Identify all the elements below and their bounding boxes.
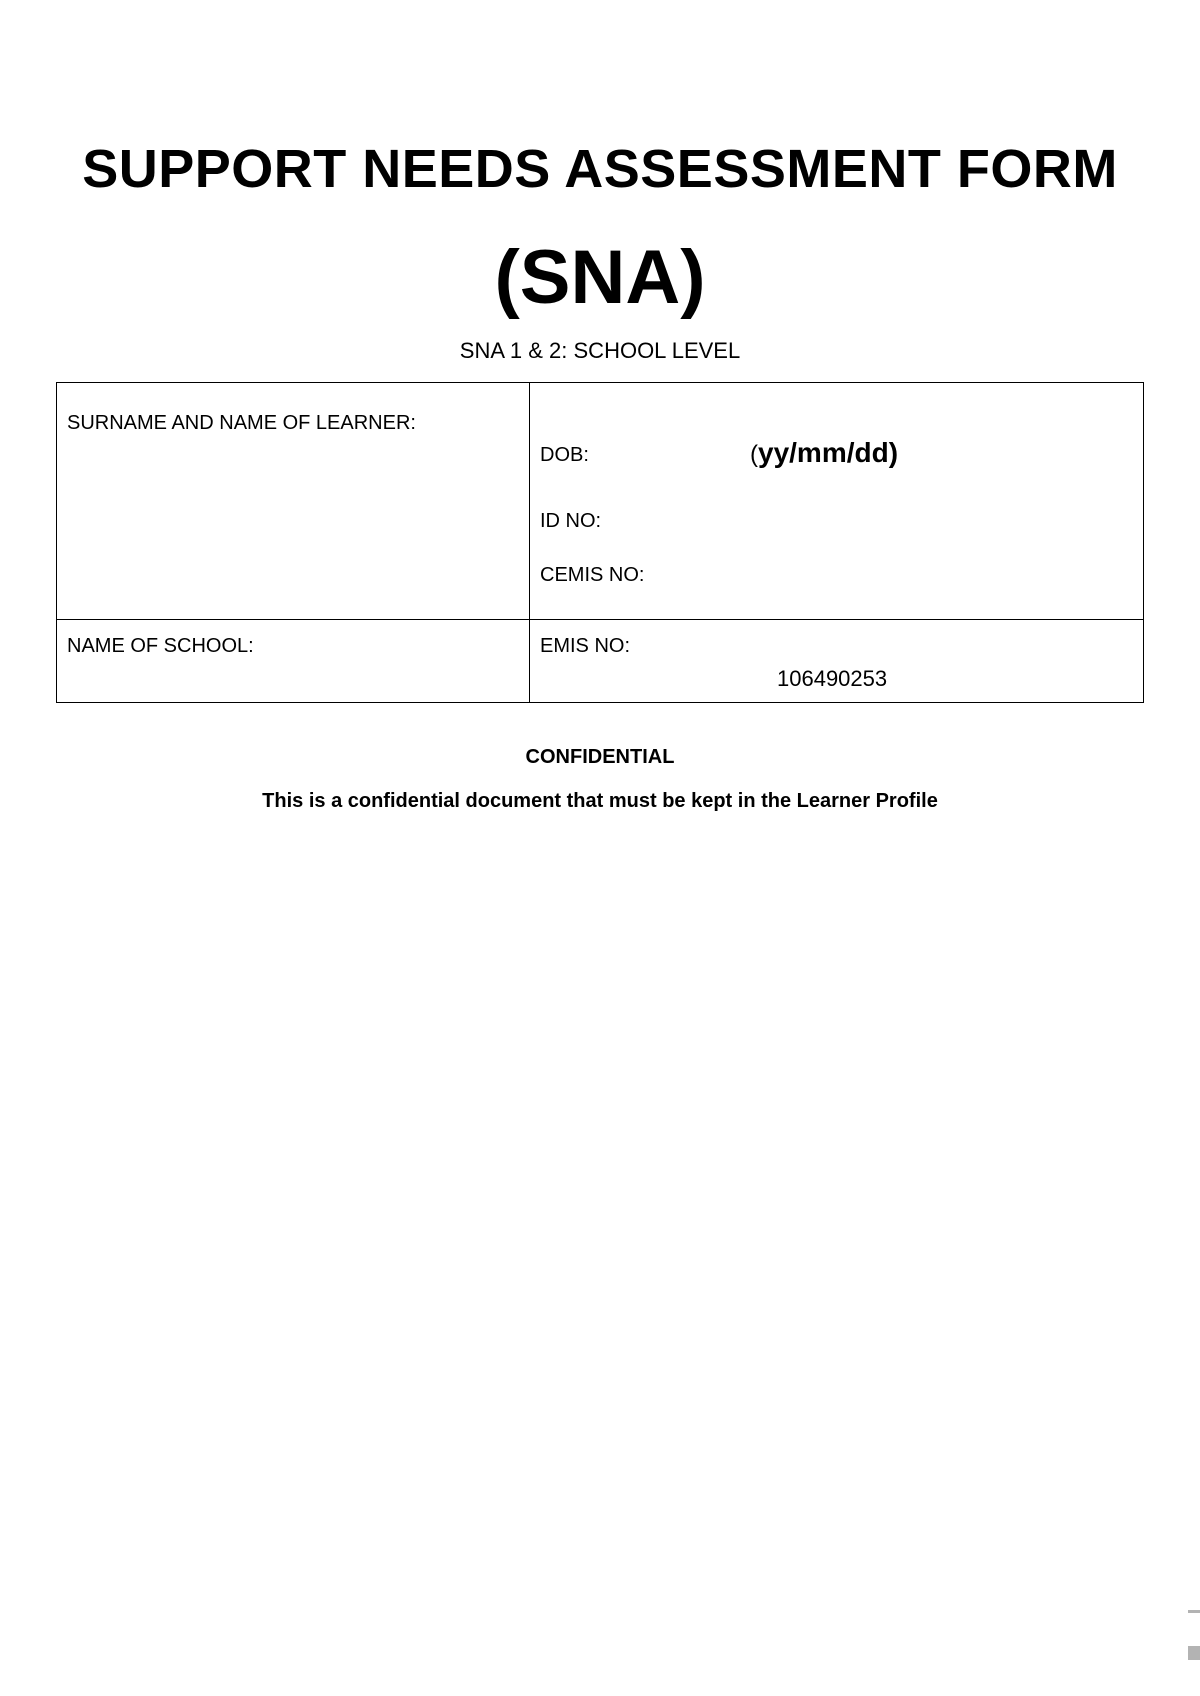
dob-format-hint [750, 439, 898, 467]
dob-format-text: yy/mm/dd) [758, 437, 899, 468]
school-name-label: NAME OF SCHOOL: [67, 635, 254, 657]
confidential-heading: CONFIDENTIAL [525, 746, 675, 768]
emis-number-value: 106490253 [777, 666, 888, 691]
cemis-number-field[interactable] [530, 531, 1143, 585]
school-name-cell[interactable] [57, 620, 530, 703]
learner-info-table [56, 382, 1144, 703]
confidential-note: This is a confidential document that must be kept in the Learner Profile [262, 790, 938, 812]
dob-label: DOB: [540, 444, 589, 466]
corner-mark-top [1188, 1610, 1200, 1613]
dob-format-paren: ( [750, 441, 758, 468]
form-acronym: (SNA) [494, 235, 706, 320]
emis-number-label: EMIS NO: [540, 635, 631, 657]
cemis-number-label: CEMIS NO: [540, 564, 645, 586]
form-level: SNA 1 & 2: SCHOOL LEVEL [459, 338, 741, 363]
learner-name-label: SURNAME AND NAME OF LEARNER: [67, 412, 416, 434]
personal-details-cell [530, 383, 1144, 620]
id-number-field[interactable] [530, 469, 1143, 531]
learner-row [57, 383, 1144, 620]
emis-number-cell[interactable] [530, 620, 1144, 703]
form-title: SUPPORT NEEDS ASSESSMENT FORM [82, 139, 1118, 199]
dob-field[interactable] [530, 383, 1143, 469]
school-row [57, 620, 1144, 703]
learner-name-cell[interactable] [57, 383, 530, 620]
id-number-label: ID NO: [540, 510, 602, 532]
corner-mark-bottom [1188, 1646, 1200, 1660]
